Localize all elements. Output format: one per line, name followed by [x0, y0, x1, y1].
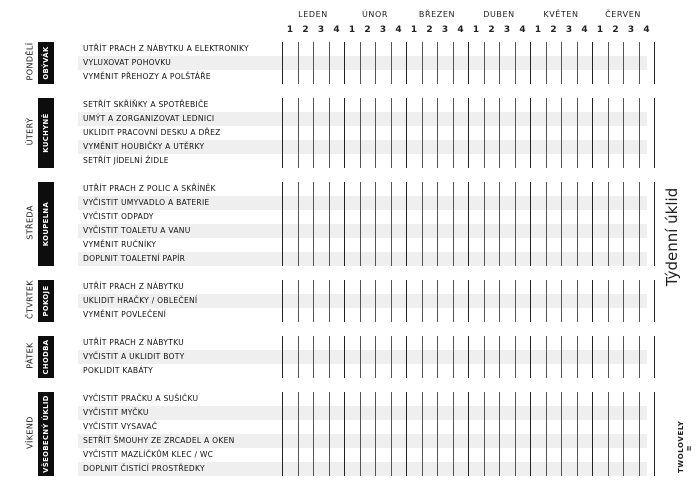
- week-number: 3: [379, 25, 387, 35]
- task-row: [78, 294, 647, 308]
- task-row: [78, 154, 647, 168]
- week-number: 2: [364, 25, 371, 35]
- day-label: PÁTEK: [25, 342, 35, 369]
- week-number: 1: [348, 25, 356, 35]
- week-number: 2: [426, 25, 433, 35]
- week-number: 2: [488, 25, 495, 35]
- task-label: POKLIDIT KABÁTY: [83, 366, 154, 375]
- task-label: VYČISTIT TOALETU A VANU: [83, 226, 191, 235]
- week-number: 2: [302, 25, 309, 35]
- room-badge: [38, 98, 54, 168]
- task-row: [78, 210, 647, 224]
- room-badge: [38, 280, 54, 322]
- task-row: [78, 224, 647, 238]
- week-number: 4: [581, 25, 588, 35]
- task-label: UTŘÍT PRACH Z POLIC A SKŘÍNĚK: [83, 184, 216, 193]
- room-badge: [38, 336, 54, 378]
- task-row: [78, 420, 647, 434]
- task-row: [78, 126, 647, 140]
- week-number: 1: [534, 25, 542, 35]
- task-row: [78, 462, 647, 476]
- task-row: [78, 364, 647, 378]
- task-row: [78, 238, 647, 252]
- week-number: 1: [596, 25, 604, 35]
- task-label: VYČISTIT MAZLÍČKŮM KLEC / WC: [83, 450, 214, 459]
- task-label: VYMĚNIT HOUBIČKY A UTĚRKY: [83, 142, 205, 151]
- room-badge: [38, 182, 54, 266]
- week-number: 3: [565, 25, 573, 35]
- month-label: ČERVEN: [605, 10, 641, 19]
- task-label: SETŘÍT SKŘÍŇKY A SPOTŘEBIČE: [83, 100, 209, 109]
- week-number: 3: [317, 25, 325, 35]
- week-number: 3: [627, 25, 635, 35]
- task-row: [78, 350, 647, 364]
- week-number: 3: [441, 25, 449, 35]
- room-label: KOUPELNA: [42, 201, 50, 247]
- task-label: VYČISTIT VYSAVAČ: [83, 422, 158, 431]
- task-label: UKLIDIT HRAČKY / OBLEČENÍ: [83, 296, 198, 305]
- room-label: CHODBA: [42, 339, 50, 375]
- week-number: 4: [457, 25, 464, 35]
- task-row: [78, 98, 647, 112]
- room-badge: [38, 42, 54, 84]
- month-label: LEDEN: [298, 10, 328, 19]
- task-label: UTŘÍT PRACH Z NÁBYTKU: [83, 282, 184, 291]
- week-number: 4: [333, 25, 340, 35]
- task-label: UTŘÍT PRACH Z NÁBYTKU: [83, 338, 184, 347]
- task-row: [78, 182, 647, 196]
- task-row: [78, 112, 647, 126]
- task-label: SETŘÍT ŠMOUHY ZE ZRCADEL A OKEN: [83, 436, 235, 445]
- room-badge: [38, 392, 54, 476]
- month-label: BŘEZEN: [418, 10, 456, 19]
- task-label: VYMĚNIT POVLEČENÍ: [83, 310, 167, 319]
- task-label: SETŘÍT JÍDELNÍ ŽIDLE: [83, 156, 169, 165]
- week-number: 3: [503, 25, 511, 35]
- task-row: [78, 140, 647, 154]
- room-label: OBÝVÁK: [42, 46, 50, 80]
- task-row: [78, 280, 647, 294]
- day-label: ČTVRTEK: [25, 280, 35, 319]
- task-row: [78, 308, 647, 322]
- task-label: UKLIDIT PRACOVNÍ DESKU A DŘEZ: [83, 128, 221, 137]
- task-row: [78, 406, 647, 420]
- month-label: KVĚTEN: [543, 10, 579, 19]
- month-label: DUBEN: [483, 10, 515, 19]
- task-label: VYMĚNIT PŘEHOZY A POLŠTÁŘE: [83, 72, 211, 81]
- task-label: VYČISTIT PRAČKU A SUŠIČKU: [83, 394, 199, 403]
- task-label: VYLUXOVAT POHOVKU: [83, 58, 172, 67]
- task-row: [78, 434, 647, 448]
- room-label: POKOJE: [42, 285, 50, 317]
- page-title: Týdenní úklid: [663, 187, 681, 287]
- day-label: STŘEDA: [25, 205, 35, 240]
- task-row: [78, 42, 647, 56]
- week-number: 2: [612, 25, 619, 35]
- task-row: [78, 252, 647, 266]
- task-row: [78, 196, 647, 210]
- task-row: [78, 70, 647, 84]
- day-label: VÍKEND: [25, 416, 35, 449]
- task-label: VYČISTIT UMYVADLO A BATERIE: [83, 198, 210, 207]
- task-label: UTŘÍT PRACH Z NÁBYTKU A ELEKTRONIKY: [83, 44, 249, 53]
- task-row: [78, 448, 647, 462]
- task-label: VYČISTIT A UKLIDIT BOTY: [83, 352, 185, 361]
- week-number: 2: [550, 25, 557, 35]
- week-number: 1: [286, 25, 294, 35]
- day-label: PONDĚLÍ: [25, 42, 35, 81]
- task-row: [78, 336, 647, 350]
- task-label: VYMĚNIT RUČNÍKY: [83, 240, 157, 249]
- week-number: 1: [410, 25, 418, 35]
- task-label: DOPLNIT ČISTÍCÍ PROSTŘEDKY: [83, 464, 205, 473]
- week-number: 4: [395, 25, 402, 35]
- task-label: UMÝT A ZORGANIZOVAT LEDNICI: [83, 114, 215, 123]
- room-label: VŠEOBECNÝ ÚKLID: [42, 395, 50, 473]
- task-label: VYČISTIT ODPADY: [83, 212, 154, 221]
- week-number: 1: [472, 25, 480, 35]
- room-label: KUCHYNĚ: [42, 113, 50, 153]
- task-label: VYČISTIT MYČKU: [83, 408, 149, 417]
- week-number: 4: [519, 25, 526, 35]
- brand-logo: TWOLOVELY ≡: [677, 420, 693, 473]
- task-row: [78, 56, 647, 70]
- task-label: DOPLNIT TOALETNÍ PAPÍR: [83, 254, 186, 263]
- month-label: ÚNOR: [361, 10, 389, 19]
- task-row: [78, 392, 647, 406]
- day-label: ÚTERÝ: [25, 117, 35, 146]
- week-number: 4: [643, 25, 650, 35]
